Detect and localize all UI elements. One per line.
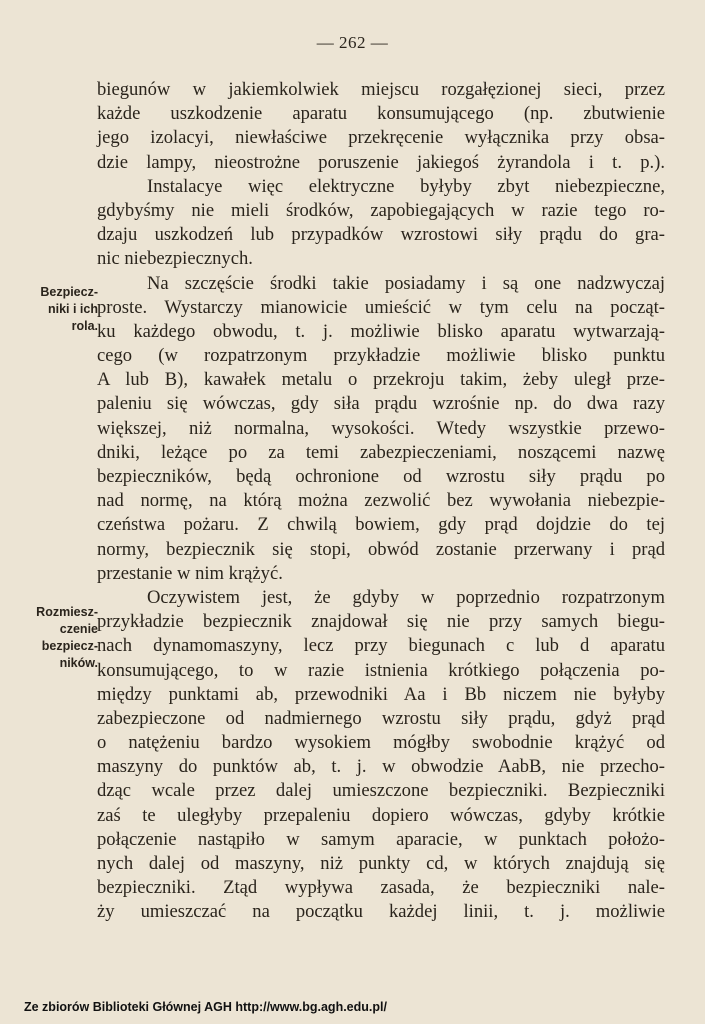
- text-line: dniki, leżące po za temi zabezpieczeniami, noszącemi nazwę: [97, 441, 665, 463]
- text-line: przykładzie bezpiecznik znajdował się nie przy samych biegu-: [97, 611, 665, 633]
- text-line: czeństwa pożaru. Z chwilą bowiem, gdy prąd dojdzie do tej: [97, 514, 665, 536]
- text-line: dzaju uszkodzeń lub przypadków wzrostowi siły prądu do gra-: [97, 224, 665, 246]
- library-footer: Ze zbiorów Biblioteki Głównej AGH http://www.bg.agh.edu.pl/: [24, 1000, 387, 1014]
- text-line: nad normę, na którą można zezwolić bez wywołania niebezpie-: [97, 490, 665, 512]
- text-line: normy, bezpiecznik się stopi, obwód zostanie przerwany i prąd: [97, 538, 665, 560]
- margin-note-line: ników.: [59, 656, 98, 670]
- text-line: zaś te uległyby przepaleniu dopiero wówczas, gdyby krótkie: [97, 804, 665, 826]
- margin-note-line: bezpiecz-: [41, 639, 98, 653]
- text-line: nach dynamomaszyny, lecz przy biegunach c lub d aparatu: [97, 635, 665, 657]
- text-line: Oczywistem jest, że gdyby w poprzednio rozpatrzonym: [147, 586, 665, 608]
- text-line: Instalacye więc elektryczne byłyby zbyt niebezpieczne,: [147, 175, 665, 197]
- margin-note-fuses-role: [18, 284, 98, 335]
- margin-note-line: Bezpiecz-: [40, 285, 98, 299]
- page-number: — 262 —: [316, 33, 389, 52]
- text-line: połączenie nastąpiło w samym aparacie, w punktach położo-: [97, 828, 665, 850]
- text-line: ży umieszczać na początku każdej linii, t. j. możliwie: [97, 901, 665, 923]
- text-line: każde uszkodzenie aparatu konsumującego (np. zbutwienie: [97, 103, 665, 125]
- text-line: Na szczęście środki takie posiadamy i są one nadzwyczaj: [147, 272, 665, 294]
- text-line: przestanie w nim krążyć.: [97, 562, 283, 584]
- text-line: proste. Wystarczy mianowicie umieścić w tym celu na począt-: [97, 296, 665, 318]
- text-line: paleniu się wówczas, gdy siła prądu wzrośnie np. do dwa razy: [97, 393, 665, 415]
- text-line: dzie lampy, nieostrożne poruszenie jakiegoś żyrandola i t. p.).: [97, 151, 665, 173]
- body-text: [97, 78, 665, 925]
- text-line: jego izolacyi, niewłaściwe przekręcenie wyłącznika przy obsa-: [97, 127, 665, 149]
- margin-note-line: czenie: [59, 622, 98, 636]
- text-line: A lub B), kawałek metalu o przekroju takim, żeby uległ prze-: [97, 369, 665, 391]
- margin-note-line: Rozmiesz-: [36, 605, 98, 619]
- text-line: zabezpieczone od nadmiernego wzrostu siły prądu, gdyż prąd: [97, 707, 665, 729]
- text-line: dząc wcale przez dalej umieszczone bezpieczniki. Bezpieczniki: [97, 780, 665, 802]
- text-line: o natężeniu bardzo wysokiem mógłby swobodnie krążyć od: [97, 732, 665, 754]
- text-line: nic niebezpiecznych.: [97, 248, 253, 270]
- text-line: biegunów w jakiemkolwiek miejscu rozgałęzionej sieci, przez: [97, 79, 665, 100]
- margin-note-fuse-placement: [18, 604, 98, 672]
- text-line: gdybyśmy nie mieli środków, zapobiegających w razie tego ro-: [97, 199, 665, 221]
- margin-note-line: rola.: [71, 319, 98, 333]
- text-line: ku każdego obwodu, t. j. możliwie blisko aparatu wytwarzają-: [97, 320, 665, 342]
- text-line: bezpieczniki. Ztąd wypływa zasada, że bezpieczniki nale-: [97, 877, 665, 899]
- text-line: konsumującego, to w razie istnienia krótkiego połączenia po-: [97, 659, 665, 681]
- margin-note-line: niki i ich: [47, 302, 98, 316]
- text-line: nych dalej od maszyny, niż punkty cd, w których znajdują się: [97, 853, 665, 874]
- text-line: większej, niż normalna, wysokości. Wtedy wszystkie przewo-: [97, 417, 665, 439]
- text-line: cego (w rozpatrzonym przykładzie możliwie blisko punktu: [97, 345, 665, 367]
- text-line: między punktami ab, przewodniki Aa i Bb niczem nie byłyby: [97, 683, 665, 705]
- text-line: bezpieczników, będą ochronione od wzrostu siły prądu po: [97, 466, 665, 487]
- text-line: maszyny do punktów ab, t. j. w obwodzie AabB, nie przecho-: [97, 756, 665, 778]
